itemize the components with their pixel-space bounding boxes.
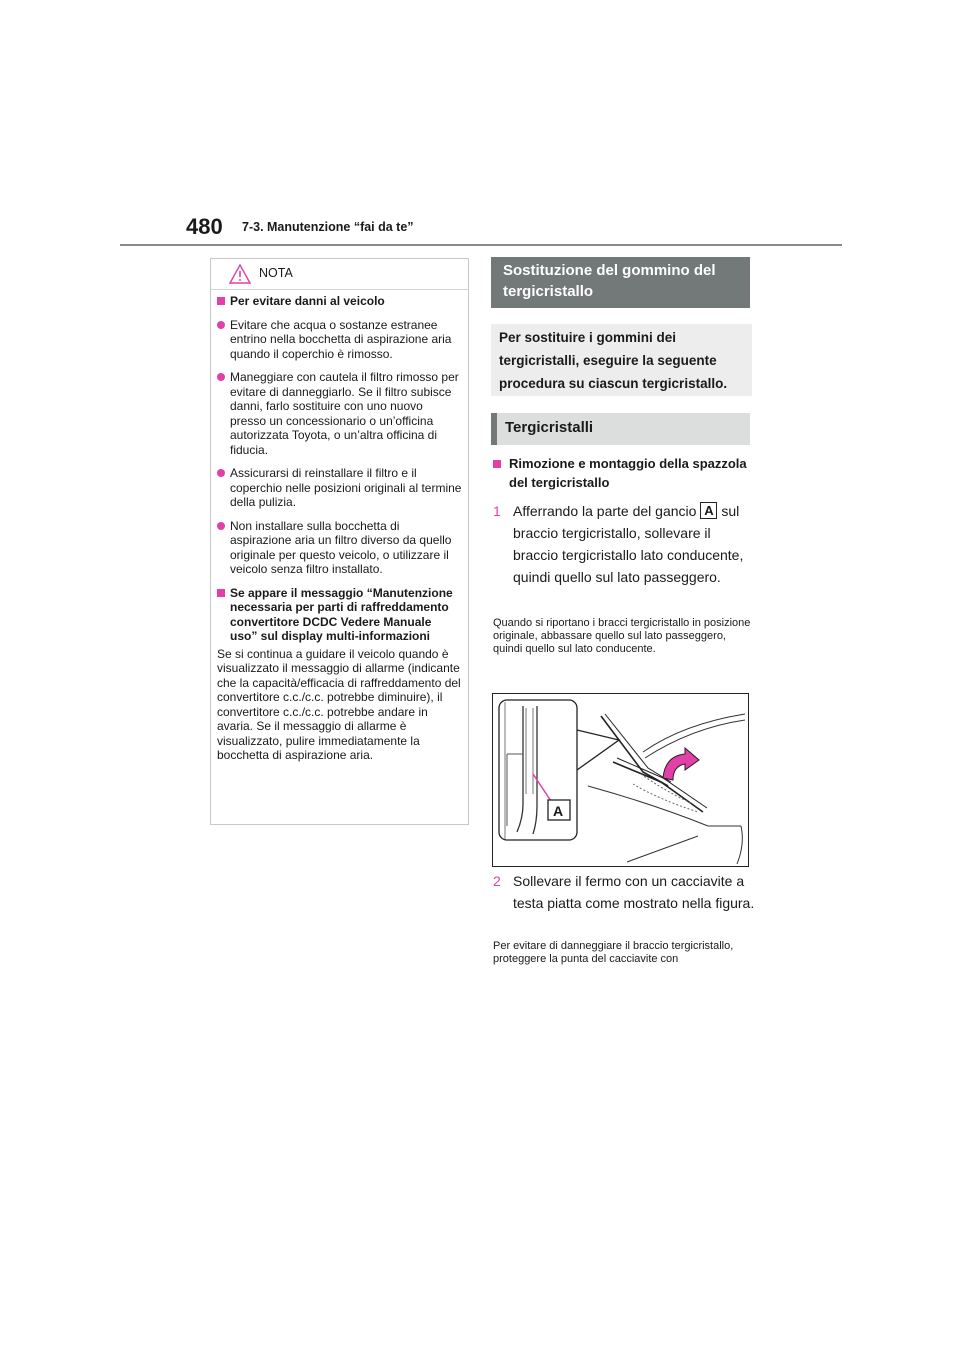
step-text-part: sul braccio tergicristallo, sollevare il braccio tergicristallo lato conducente, quindi quello sul lato passeggero. (513, 503, 744, 585)
nota-item (217, 466, 462, 510)
dot-bullet-icon (217, 321, 225, 329)
step-note: Per evitare di danneggiare il braccio tergicristallo, proteggere la punta del cacciavite con (493, 940, 734, 965)
warning-icon (229, 264, 251, 284)
nota-item (217, 294, 462, 309)
intro-box: Per sostituire i gommini dei tergicristalli, eseguire la seguente procedura su ciascun tergicristallo. (491, 324, 752, 396)
step-number: 2 (493, 873, 501, 889)
dot-bullet-icon (217, 373, 225, 381)
nota-item-text: Evitare che acqua o sostanze estranee entrino nella bocchetta di aspirazione aria quando il coperchio è rimosso. (230, 317, 452, 361)
nota-label: NOTA (259, 266, 293, 280)
nota-item (217, 586, 462, 644)
nota-item-text: Per evitare danni al veicolo (230, 294, 385, 308)
square-bullet-icon (493, 460, 501, 468)
step-text (513, 500, 755, 588)
header-divider (120, 244, 842, 246)
wiper-illustration (492, 693, 749, 867)
nota-item (217, 370, 462, 457)
step-2 (493, 870, 755, 914)
step-text-part: Afferrando la parte del gancio (513, 503, 697, 519)
nota-item (217, 318, 462, 362)
sub-banner: Tergicristalli (491, 413, 750, 445)
figure-label: A (553, 803, 564, 819)
step-text: Sollevare il fermo con un cacciavite a testa piatta come mostrato nella figura. (513, 873, 755, 911)
dot-bullet-icon (217, 522, 225, 530)
wiper-arm-drawing (493, 694, 748, 866)
nota-item-text: Assicurarsi di reinstallare il filtro e il coperchio nelle posizioni originali al termine della pulizia. (230, 466, 462, 509)
nota-item-text: Maneggiare con cautela il filtro rimosso per evitare di danneggiarlo. Se il filtro subisce danni, farlo sostituire con uno nuovo presso un concessionario o un’officina autorizzata Toyota, o un’altra officina di fiducia. (230, 370, 459, 457)
step-note: Quando si riportano i bracci tergicristallo in posizione originale, abbassare quello sul lato passeggero, quindi quello sul lato conducente. (493, 617, 751, 655)
section-banner: Sostituzione del gommino del tergicristallo (491, 257, 750, 308)
nota-item-text: Se appare il messaggio “Manutenzione necessaria per parti di raffreddamento convertitore DCDC Vedere Manuale uso” sul display multi-informazioni (230, 585, 453, 643)
subheading-text: Rimozione e montaggio della spazzola del tergicristallo (509, 456, 747, 490)
dot-bullet-icon (217, 469, 225, 477)
square-bullet-icon (217, 589, 225, 597)
subheading (493, 454, 753, 492)
nota-header (211, 259, 468, 290)
section-title: 7-3. Manutenzione “fai da te” (242, 220, 414, 234)
nota-item-text: Non installare sulla bocchetta di aspirazione aria un filtro diverso da quello originale per questo veicolo, o utilizzare il veicolo senza filtro installato. (230, 518, 452, 576)
square-bullet-icon (217, 297, 225, 305)
step-number: 1 (493, 503, 501, 519)
nota-body (211, 290, 468, 763)
nota-box (210, 258, 469, 825)
nota-item (217, 519, 462, 577)
nota-paragraph: Se si continua a guidare il veicolo quando è visualizzato il messaggio di allarme (indicante che la capacità/efficacia di raffreddamento del convertitore c.c./c.c. potrebbe diminuire), il convertitore c.c./c.c. potrebbe andare in avaria. Se il messaggio di allarme è visualizzato, pulire immediatamente la bocchetta di aspirazione aria. (217, 646, 461, 762)
page-number: 480 (186, 214, 223, 239)
step-1 (493, 500, 755, 588)
callout-label: A (700, 502, 717, 519)
